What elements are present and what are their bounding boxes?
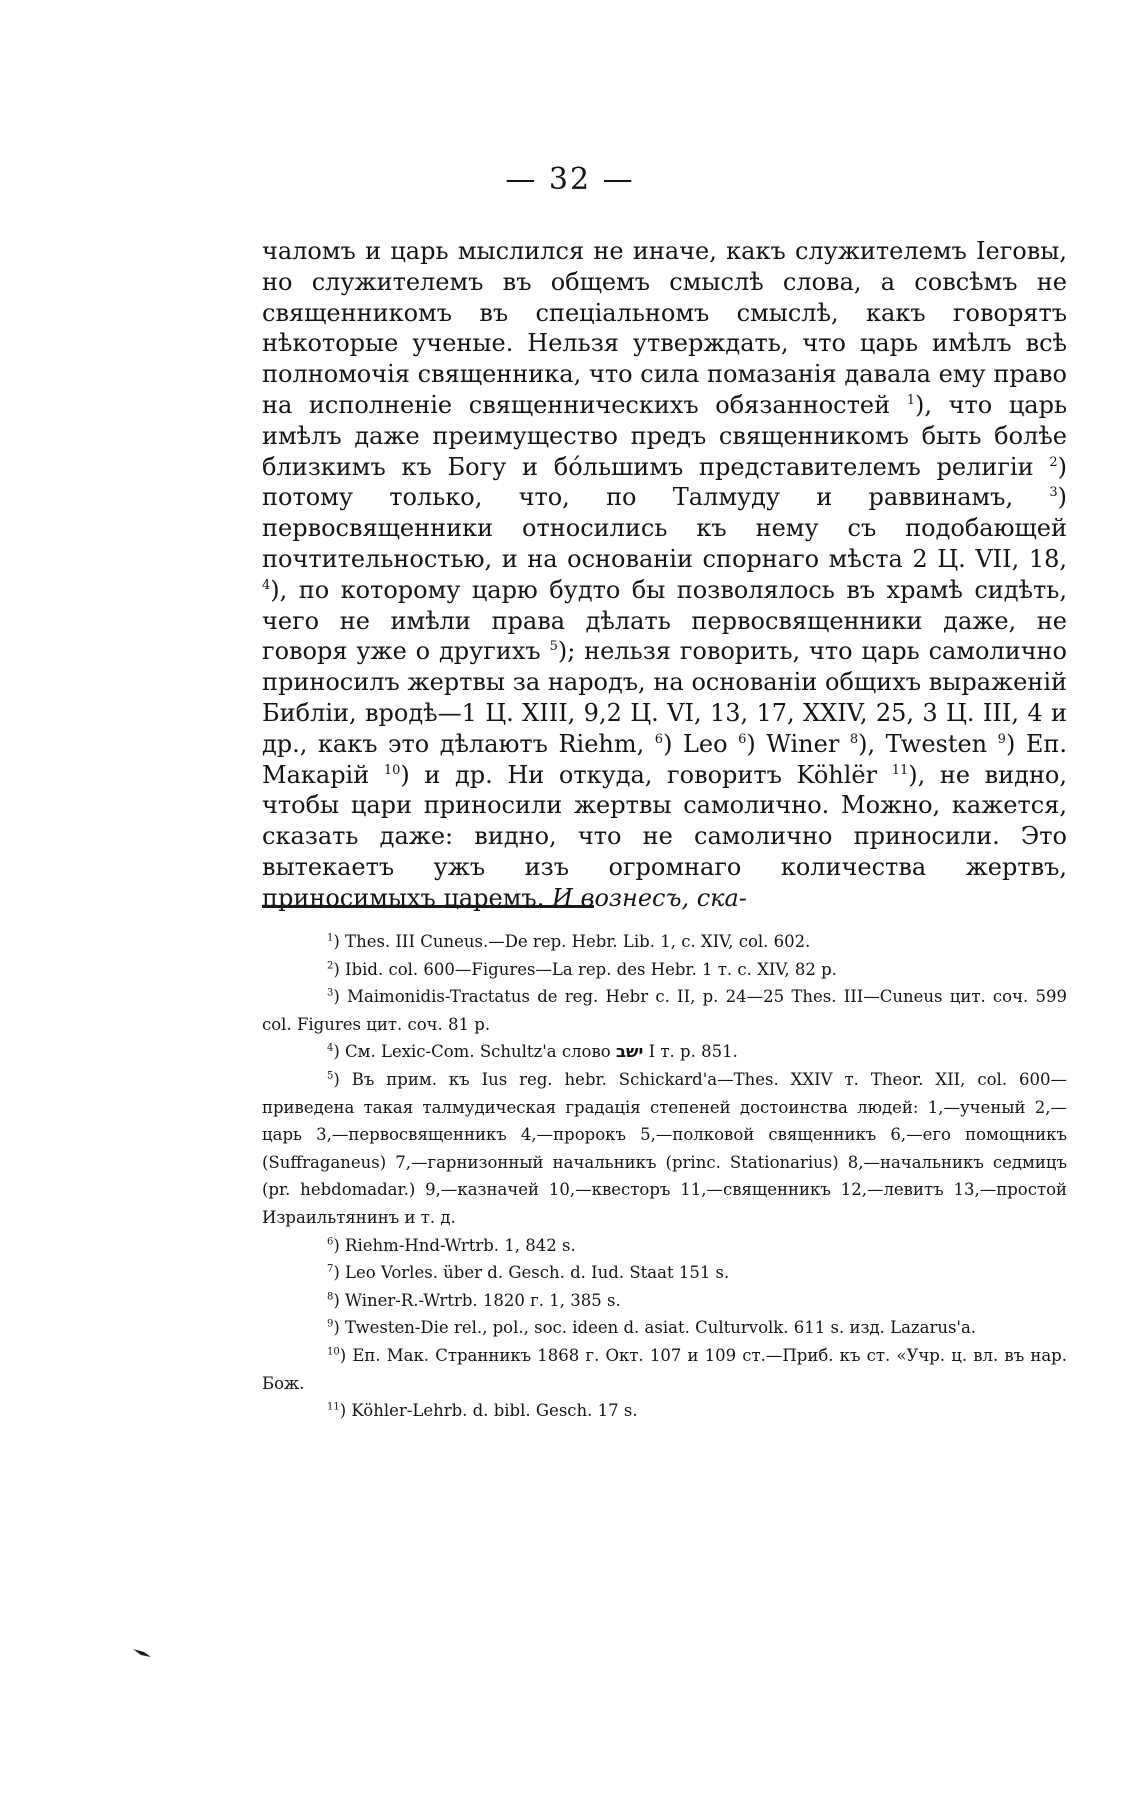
footnote-marker: 9 (327, 1318, 334, 1330)
footnote-ref: 5 (549, 639, 558, 655)
footnote (262, 1314, 1067, 1342)
footnote-ref: 8 (849, 731, 859, 747)
footnote (262, 983, 1067, 1038)
italic-text: И вознесъ, ска- (551, 883, 747, 912)
footnote-text: ) Twesten-Die rel., pol., soc. ideen d. asiat. Culturvolk. 611 s. изд. Lazarus'a. (333, 1318, 977, 1338)
text-segment: ); нельзя говорить, что царь самолично приносилъ жертвы за народъ, на основаніи общихъ выраженій Библіи, вродѣ—1 Ц. XIII, 9,2 Ц. VI, 13, 17, XXIV, 25, 3 Ц. III, 4 и др., какъ это дѣлаютъ Riehm, (262, 637, 1068, 758)
footnote-text: ) Въ прим. къ Ius reg. hebr. Schickard'a—Thes. XXIV т. Theor. XII, col. 600—приведена такая талмудическая градація степеней достоинства людей: 1,—ученый 2,—царь 3,—первосвященникъ 4,—пророкъ 5,—полковой священникъ 6,—его помощникъ (Suffraganeus) 7,—гарнизонный начальникъ (princ. Stationarius) 8,—начальникъ седмицъ (pr. hebdomadar.) 9,—казначей 10,—квесторъ 11,—священникъ 12,—левитъ 13,—простой Израильтянинъ и т. д. (262, 1069, 1067, 1227)
main-paragraph (262, 236, 1067, 914)
footnote (262, 1287, 1067, 1315)
footnote-ref: 9 (997, 731, 1006, 747)
footnote-ref: 4 (262, 577, 271, 593)
footnote-text: I т. p. 851. (643, 1042, 738, 1062)
footnote (262, 1038, 1067, 1066)
footnote-marker: 1 (327, 932, 334, 944)
text-segment: чаломъ и царь мыслился не иначе, какъ служителемъ Іеговы, но служителемъ въ общемъ смыслѣ слова, а совсѣмъ не священникомъ въ спеціальномъ смыслѣ, какъ говорятъ нѣкоторые ученые. Нельзя утверждать, что царь имѣлъ всѣ полномочія священника, что сила помазанія давала ему право на исполненіе священническихъ обязанностей (262, 237, 1067, 419)
text-segment: ), не видно, чтобы цари приносили жертвы самолично. Можно, кажется, сказать даже: видно, что не самолично приносили. Это вытекаетъ ужъ изъ огромнаго количества жертвъ, приносимыхъ царемъ. (262, 760, 1068, 912)
text-segment: ), Twesten (858, 729, 998, 758)
footnote-text: ) Riehm-Hnd-Wrtrb. 1, 842 s. (333, 1235, 576, 1255)
footnote (262, 1397, 1067, 1425)
footnote (262, 1342, 1067, 1397)
footnote (262, 1066, 1067, 1232)
footnote-marker: 3 (327, 987, 334, 999)
text-segment: ), что царь имѣлъ даже преимущество предъ священникомъ быть болѣе близкимъ къ Богу и бо́льшимъ представителемъ религіи (262, 390, 1068, 481)
footnote-text: ) Winer-R.-Wrtrb. 1820 г. 1, 385 s. (333, 1290, 621, 1310)
footnote-text: ) Еп. Мак. Странникъ 1868 г. Окт. 107 и 109 ст.—Приб. къ ст. «Учр. ц. вл. въ нар. Бож. (262, 1345, 1067, 1393)
ink-speck-icon (132, 1648, 152, 1658)
footnote-ref: 2 (1049, 454, 1058, 470)
footnote (262, 1259, 1067, 1287)
text-segment: ) первосвященники относились къ нему съ подобающей почтительностью, и на основаніи спорнаго мѣста 2 Ц. VII, 18, (262, 483, 1067, 573)
footnote-text: ) Ibid. col. 600—Figures—La rep. des Hebr. 1 т. c. XIV, 82 p. (333, 959, 837, 979)
text-segment: ) Winer (746, 729, 850, 758)
footnote-separator (262, 905, 594, 908)
footnote-marker: 6 (327, 1236, 334, 1248)
footnote-marker: 8 (327, 1291, 334, 1303)
footnote-ref: 11 (891, 762, 909, 778)
footnote-ref: 6 (654, 731, 664, 747)
footnote-marker: 5 (327, 1070, 334, 1082)
footnote (262, 956, 1067, 984)
text-segment: ), по которому царю будто бы позволялось въ храмѣ сидѣть, чего не имѣли права дѣлать первосвященники даже, не говоря уже о другихъ (262, 575, 1067, 666)
footnotes (262, 928, 1067, 1425)
footnote-text: ) Thes. III Cuneus.—De rep. Hebr. Lib. 1, c. XIV, col. 602. (333, 932, 811, 951)
text-segment: ) потому только, что, по Талмуду и раввинамъ, (262, 452, 1067, 512)
footnote-marker: 4 (327, 1042, 334, 1054)
text-segment: ) и др. Ни откуда, говоритъ Köhlër (400, 760, 892, 789)
footnote-ref: 3 (1049, 485, 1058, 501)
main-text (262, 236, 1067, 914)
footnote-marker: 2 (327, 960, 334, 972)
footnote (262, 1232, 1067, 1260)
hebrew-word: ישב (615, 1042, 644, 1062)
footnote-text: ) Köhler-Lehrb. d. bibl. Gesch. 17 s. (339, 1401, 638, 1421)
footnote-marker: 11 (327, 1401, 340, 1413)
footnote-marker: 10 (327, 1346, 340, 1358)
footnote-text: ) Leo Vorles. über d. Gesch. d. Iud. Staat 151 s. (333, 1263, 730, 1283)
footnote-text: ) См. Lexic-Com. Schultz'a слово (333, 1042, 616, 1062)
footnote-ref: 6 (738, 731, 747, 747)
text-segment: ) Leo (663, 729, 739, 758)
text-segment: ) Еп. Макарій (262, 729, 1067, 789)
footnote-text: ) Maimonidis-Tractatus de reg. Hebr c. II, p. 24—25 Thes. III—Cuneus цит. соч. 599 col. Figures цит. соч. 81 p. (262, 987, 1067, 1034)
footnote-ref: 10 (383, 762, 401, 778)
footnote (262, 928, 1067, 956)
page-number: — 32 — (505, 162, 635, 197)
footnote-ref: 1 (906, 392, 915, 408)
footnote-marker: 7 (327, 1263, 334, 1275)
